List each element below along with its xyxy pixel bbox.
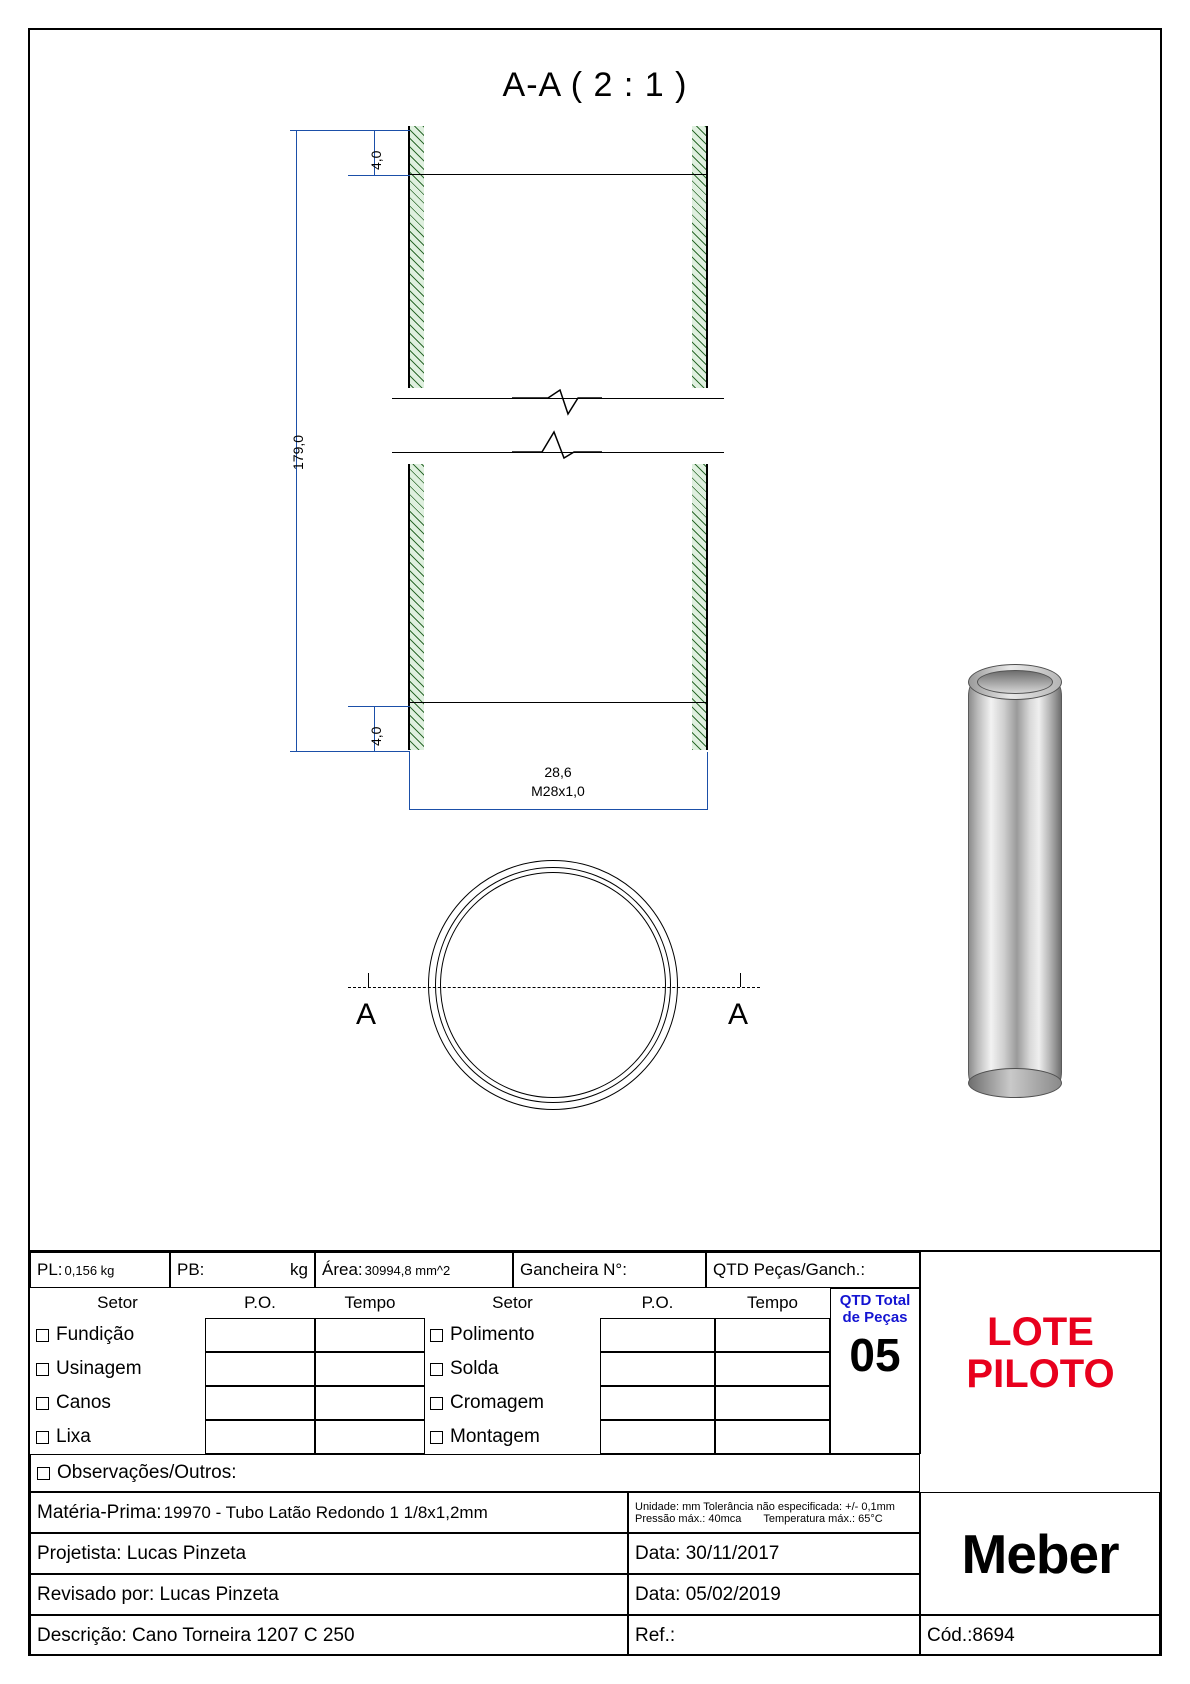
tempo-input-left-2[interactable] — [315, 1386, 425, 1420]
checkbox-icon[interactable] — [36, 1329, 49, 1342]
checkbox-icon[interactable] — [37, 1467, 50, 1480]
cod-row — [920, 1615, 1160, 1656]
render-body — [968, 682, 1062, 1086]
col-setor-2: Setor — [492, 1293, 533, 1312]
section-axis-line — [348, 987, 760, 988]
po-input-right-2[interactable] — [600, 1386, 715, 1420]
revisado-row — [30, 1574, 628, 1615]
col-po-1: P.O. — [244, 1293, 276, 1312]
lote-line-2: PILOTO — [966, 1352, 1115, 1396]
observacoes-label: Observações/Outros: — [57, 1462, 237, 1483]
dim-length-text: 179,0 — [290, 434, 306, 470]
break-zigzag-icon — [512, 388, 602, 464]
checkbox-icon[interactable] — [36, 1431, 49, 1444]
data1-row — [628, 1533, 920, 1574]
checkbox-icon[interactable] — [430, 1329, 443, 1342]
gancheira-field — [513, 1252, 706, 1288]
checkbox-icon[interactable] — [430, 1397, 443, 1410]
dim-thread-bottom-ext1 — [348, 706, 410, 707]
ref-label: Ref.: — [635, 1624, 676, 1646]
col-setor-1: Setor — [97, 1293, 138, 1312]
po-input-left-3[interactable] — [205, 1420, 315, 1454]
pb-label: PB: — [177, 1260, 205, 1279]
area-label: Área: — [322, 1260, 363, 1279]
materia-prima-row — [30, 1492, 628, 1533]
checkbox-icon[interactable] — [36, 1397, 49, 1410]
sector-right-1-label: Solda — [450, 1358, 499, 1379]
section-tick-right — [740, 973, 741, 987]
projetista-label: Projetista: Lucas Pinzeta — [37, 1542, 247, 1564]
data2-value: Data: 05/02/2019 — [635, 1583, 781, 1605]
checkbox-icon[interactable] — [430, 1363, 443, 1376]
sector-left-1[interactable] — [36, 1352, 204, 1386]
qtd-pecas-ganch-field — [706, 1252, 920, 1288]
notes-block — [628, 1492, 920, 1533]
dim-dia-ext-left — [409, 752, 410, 810]
drawing-sheet — [28, 28, 1162, 1656]
dim-dia-text: 28,6 — [544, 764, 572, 780]
render-bottom-ellipse — [968, 1068, 1062, 1098]
projetista-row — [30, 1533, 628, 1574]
pl-field — [30, 1252, 170, 1288]
materia-prima-label: Matéria-Prima: — [37, 1501, 162, 1523]
materia-prima-value: 19970 - Tubo Latão Redondo 1 1/8x1,2mm — [163, 1502, 488, 1522]
po-input-left-2[interactable] — [205, 1386, 315, 1420]
tempo-input-left-0[interactable] — [315, 1318, 425, 1352]
qtd-total-label-2: de Peças — [842, 1308, 908, 1326]
thread-line-top — [408, 174, 708, 175]
po-input-right-1[interactable] — [600, 1352, 715, 1386]
tempo-input-right-0[interactable] — [715, 1318, 830, 1352]
view-title: A-A ( 2 : 1 ) — [502, 66, 688, 104]
col-po-2: P.O. — [641, 1293, 674, 1312]
po-input-left-0[interactable] — [205, 1318, 315, 1352]
section-tick-left — [368, 973, 369, 987]
sector-right-0[interactable] — [430, 1318, 600, 1352]
sector-right-3[interactable] — [430, 1420, 600, 1454]
checkbox-icon[interactable] — [430, 1431, 443, 1444]
qtd-total-value: 05 — [849, 1329, 901, 1381]
sector-right-1[interactable] — [430, 1352, 600, 1386]
ref-row — [628, 1615, 920, 1656]
po-input-right-3[interactable] — [600, 1420, 715, 1454]
tempo-input-right-2[interactable] — [715, 1386, 830, 1420]
sector-right-0-label: Polimento — [450, 1324, 535, 1345]
dim-thread-bottom-text: 4,0 — [368, 726, 384, 746]
data1-value: Data: 30/11/2017 — [635, 1542, 780, 1564]
notes-line-2b: Temperatura máx.: 65°C — [763, 1512, 883, 1525]
data2-row — [628, 1574, 920, 1615]
notes-line-1: Unidade: mm Tolerância não especificada: +/- 0,1mm — [635, 1500, 895, 1513]
tempo-input-right-3[interactable] — [715, 1420, 830, 1454]
dim-thread-spec-text: M28x1,0 — [531, 783, 585, 799]
qtd-pecas-ganch-label: QTD Peças/Ganch.: — [713, 1260, 866, 1279]
sector-left-2-label: Canos — [56, 1392, 111, 1413]
lote-piloto-stamp — [920, 1252, 1160, 1454]
pl-value: 0,156 kg — [64, 1262, 115, 1278]
dim-thread-top-text: 4,0 — [368, 150, 384, 170]
sector-left-0[interactable] — [36, 1318, 204, 1352]
lote-line-1: LOTE — [987, 1310, 1094, 1354]
descricao-label: Descrição: Cano Torneira 1207 C 250 — [37, 1624, 355, 1646]
qtd-total-block — [830, 1288, 920, 1454]
tempo-input-left-3[interactable] — [315, 1420, 425, 1454]
sector-left-3-label: Lixa — [56, 1426, 91, 1447]
title-block — [30, 1250, 1160, 1654]
pb-field — [170, 1252, 315, 1288]
dim-thread-bottom-ext2 — [348, 751, 410, 752]
sector-left-1-label: Usinagem — [56, 1358, 142, 1379]
pl-label: PL: — [37, 1260, 63, 1279]
dim-thread-top-ext1 — [348, 130, 410, 131]
break-line-group — [392, 388, 724, 464]
drawing-area — [30, 30, 1160, 1122]
section-label-left: A — [356, 998, 377, 1031]
circle-inner — [440, 872, 666, 1098]
tube-3d-render — [968, 660, 1062, 1094]
tube-section-view — [408, 126, 708, 750]
section-label-right: A — [728, 998, 749, 1031]
cod-label: Cód.:8694 — [927, 1624, 1015, 1646]
sector-left-3[interactable] — [36, 1420, 204, 1454]
tempo-input-left-1[interactable] — [315, 1352, 425, 1386]
thread-line-bottom — [408, 702, 708, 703]
qtd-total-label-1: QTD Total — [839, 1292, 911, 1309]
tempo-input-right-1[interactable] — [715, 1352, 830, 1386]
observacoes-row[interactable] — [30, 1454, 920, 1492]
po-input-left-1[interactable] — [205, 1352, 315, 1386]
sector-right-2-label: Cromagem — [450, 1392, 544, 1413]
area-value: 30994,8 mm^2 — [364, 1262, 451, 1278]
sector-left-2[interactable] — [36, 1386, 204, 1420]
gancheira-label: Gancheira N°: — [520, 1260, 627, 1279]
brand-logo: Meber — [961, 1522, 1119, 1585]
notes-line-2a: Pressão máx.: 40mca — [635, 1512, 742, 1525]
col-tempo-1: Tempo — [344, 1293, 396, 1312]
brand-block — [920, 1492, 1160, 1615]
area-field — [315, 1252, 513, 1288]
descricao-row — [30, 1615, 628, 1656]
dim-dia-line — [409, 809, 707, 810]
sector-right-2[interactable] — [430, 1386, 600, 1420]
dim-dia-ext-right — [707, 752, 708, 810]
sector-left-0-label: Fundição — [56, 1324, 135, 1345]
revisado-label: Revisado por: Lucas Pinzeta — [37, 1583, 279, 1605]
pb-unit: kg — [290, 1260, 308, 1279]
dim-thread-top-ext2 — [348, 175, 410, 176]
checkbox-icon[interactable] — [36, 1363, 49, 1376]
render-top-bore — [977, 670, 1053, 694]
po-input-right-0[interactable] — [600, 1318, 715, 1352]
col-tempo-2: Tempo — [746, 1293, 799, 1312]
sector-right-3-label: Montagem — [450, 1426, 540, 1447]
